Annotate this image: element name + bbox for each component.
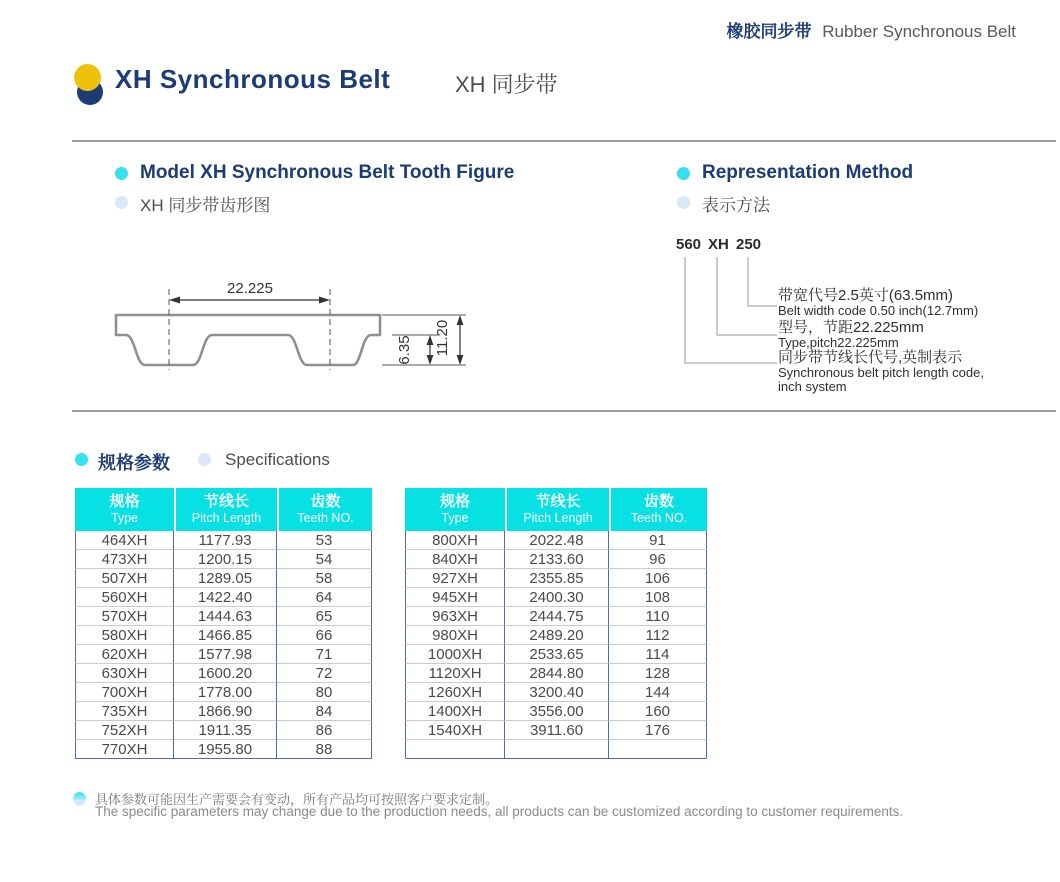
- table-cell: 58: [277, 569, 372, 588]
- table-row: [75, 645, 372, 664]
- table-cell: 1177.93: [174, 531, 277, 550]
- connector-xh: [717, 257, 777, 335]
- note-type-pitch: [778, 320, 924, 350]
- spec-table-right: [405, 488, 707, 759]
- table-header-row: [405, 488, 707, 531]
- table-row: [405, 626, 707, 645]
- note-belt-width: [778, 288, 978, 318]
- table-header-row: [75, 488, 372, 531]
- logo-yellow-circle-icon: [74, 64, 101, 91]
- table-cell: 2400.30: [505, 588, 609, 607]
- table-row: [75, 683, 372, 702]
- table-cell: 66: [277, 626, 372, 645]
- table-cell: 2444.75: [505, 607, 609, 626]
- bullet-light-icon: [198, 453, 211, 466]
- table-row: [75, 588, 372, 607]
- table-cell: 1422.40: [174, 588, 277, 607]
- divider-top: [72, 140, 1056, 142]
- code-part-250: 250: [736, 236, 762, 253]
- table-row: [75, 740, 372, 759]
- table-cell: 2133.60: [505, 550, 609, 569]
- table-cell: 1778.00: [174, 683, 277, 702]
- bullet-light-icon: [677, 196, 690, 209]
- bullet-cyan-icon: [75, 453, 88, 466]
- tooth-figure-heading-en: Model XH Synchronous Belt Tooth Figure: [140, 162, 515, 183]
- table-cell: 700XH: [75, 683, 174, 702]
- table-cell: 770XH: [75, 740, 174, 759]
- table-cell: 464XH: [75, 531, 174, 550]
- arrowhead-left-icon: [169, 297, 180, 304]
- table-cell: 1289.05: [174, 569, 277, 588]
- table-cell: 980XH: [405, 626, 505, 645]
- arrowhead-down-icon: [427, 355, 434, 365]
- table-row: [75, 569, 372, 588]
- table-cell: 2533.65: [505, 645, 609, 664]
- table-cell: 1911.35: [174, 721, 277, 740]
- table-row: [75, 721, 372, 740]
- note-pitch-length-code-zh: 同步带节线长代号,英制表示: [778, 349, 963, 366]
- table-row: [405, 607, 707, 626]
- table-cell: 106: [609, 569, 707, 588]
- table-cell: 160: [609, 702, 707, 721]
- table-cell: [405, 740, 505, 759]
- col-header-teeth-no: 齿数 Teeth NO.: [609, 488, 707, 531]
- thickness-label: 11.20: [434, 319, 451, 357]
- arrowhead-up-icon: [457, 315, 464, 325]
- table-cell: 927XH: [405, 569, 505, 588]
- table-cell: 3911.60: [505, 721, 609, 740]
- table-row: [75, 550, 372, 569]
- pitch-dimension-label: 22.225: [227, 280, 273, 297]
- table-cell: 963XH: [405, 607, 505, 626]
- table-cell: 65: [277, 607, 372, 626]
- table-cell: 507XH: [75, 569, 174, 588]
- representation-heading-en: Representation Method: [702, 162, 914, 183]
- table-row: [75, 531, 372, 550]
- tooth-height-label: 6.35: [396, 335, 413, 365]
- table-cell: 580XH: [75, 626, 174, 645]
- table-cell: 1866.90: [174, 702, 277, 721]
- table-cell: 54: [277, 550, 372, 569]
- note-pitch-length-code-en: Synchronous belt pitch length code,: [778, 365, 984, 380]
- table-row: [75, 607, 372, 626]
- bullet-cyan-icon: [115, 167, 128, 180]
- table-row: [405, 740, 707, 759]
- table-row: [405, 550, 707, 569]
- table-cell: 1120XH: [405, 664, 505, 683]
- corner-tag: [727, 17, 1016, 42]
- representation-diagram: [660, 233, 1050, 403]
- arrowhead-down-icon: [457, 355, 464, 365]
- col-header-pitch-length: 节线长 Pitch Length: [505, 488, 609, 531]
- table-row: [405, 588, 707, 607]
- divider-middle: [72, 410, 1056, 412]
- table-cell: 114: [609, 645, 707, 664]
- footer-note-zh: 具体参数可能因生产需要会有变动，所有产品均可按照客户要求定制。: [95, 792, 499, 807]
- bullet-cyan-icon: [677, 167, 690, 180]
- table-cell: 3200.40: [505, 683, 609, 702]
- bullet-gradient-icon: [73, 792, 86, 806]
- specs-heading-zh: 规格参数: [98, 453, 170, 473]
- table-cell: 84: [277, 702, 372, 721]
- footer-note-en: The specific parameters may change due to the production needs, all products can be customized according to customer requirements.: [95, 804, 904, 819]
- tooth-profile-figure: [100, 272, 490, 396]
- table-cell: 735XH: [75, 702, 174, 721]
- spec-table-right-body: [405, 531, 707, 759]
- connector-560: [685, 257, 777, 363]
- table-cell: 176: [609, 721, 707, 740]
- bullet-light-icon: [115, 196, 128, 209]
- page-title-zh: XH 同步带: [455, 72, 558, 97]
- table-cell: 80: [277, 683, 372, 702]
- note-pitch-length-code-en2: inch system: [778, 379, 847, 394]
- table-cell: 840XH: [405, 550, 505, 569]
- table-cell: 96: [609, 550, 707, 569]
- corner-tag-en: Rubber Synchronous Belt: [822, 22, 1016, 41]
- table-cell: 800XH: [405, 531, 505, 550]
- note-pitch-length-code: [778, 350, 984, 394]
- table-row: [405, 645, 707, 664]
- note-belt-width-en: Belt width code 0.50 inch(12.7mm): [778, 303, 979, 318]
- col-header-pitch-length: 节线长 Pitch Length: [174, 488, 277, 531]
- table-cell: 1200.15: [174, 550, 277, 569]
- table-cell: 1466.85: [174, 626, 277, 645]
- table-cell: 64: [277, 588, 372, 607]
- table-cell: 945XH: [405, 588, 505, 607]
- code-part-560: 560: [676, 236, 702, 253]
- table-cell: 88: [277, 740, 372, 759]
- note-belt-width-zh: 带宽代号2.5英寸(63.5mm): [778, 287, 954, 304]
- spec-table-left: [75, 488, 372, 759]
- table-row: [405, 721, 707, 740]
- arrowhead-right-icon: [319, 297, 330, 304]
- table-cell: 108: [609, 588, 707, 607]
- corner-tag-zh: 橡胶同步带: [726, 22, 812, 41]
- table-cell: 1400XH: [405, 702, 505, 721]
- table-cell: 630XH: [75, 664, 174, 683]
- belt-profile-outline: [116, 315, 380, 365]
- table-cell: 91: [609, 531, 707, 550]
- code-part-xh: XH: [708, 236, 729, 253]
- representation-heading-zh: 表示方法: [702, 196, 770, 215]
- table-cell: 128: [609, 664, 707, 683]
- table-cell: 473XH: [75, 550, 174, 569]
- table-cell: 1000XH: [405, 645, 505, 664]
- table-row: [405, 664, 707, 683]
- table-cell: 1444.63: [174, 607, 277, 626]
- spec-table-left-body: [75, 531, 372, 759]
- table-cell: 570XH: [75, 607, 174, 626]
- arrowhead-up-icon: [427, 335, 434, 345]
- table-row: [405, 683, 707, 702]
- table-row: [405, 702, 707, 721]
- col-header-type: 规格 Type: [75, 488, 174, 531]
- table-cell: 71: [277, 645, 372, 664]
- table-cell: 1577.98: [174, 645, 277, 664]
- table-cell: 620XH: [75, 645, 174, 664]
- table-row: [405, 531, 707, 550]
- connector-250: [748, 257, 777, 306]
- table-cell: 110: [609, 607, 707, 626]
- table-cell: 1260XH: [405, 683, 505, 702]
- table-cell: 112: [609, 626, 707, 645]
- note-type-pitch-zh: 型号，节距22.225mm: [778, 319, 924, 336]
- table-row: [75, 626, 372, 645]
- table-cell: [505, 740, 609, 759]
- col-header-teeth-no: 齿数 Teeth NO.: [277, 488, 372, 531]
- table-row: [75, 702, 372, 721]
- table-cell: 86: [277, 721, 372, 740]
- col-header-type: 规格 Type: [405, 488, 505, 531]
- table-cell: 2489.20: [505, 626, 609, 645]
- table-cell: 1600.20: [174, 664, 277, 683]
- table-cell: [609, 740, 707, 759]
- table-row: [75, 664, 372, 683]
- table-cell: 1955.80: [174, 740, 277, 759]
- note-type-pitch-en: Type,pitch22.225mm: [778, 335, 899, 350]
- table-cell: 3556.00: [505, 702, 609, 721]
- specs-heading-en: Specifications: [225, 450, 330, 469]
- table-cell: 560XH: [75, 588, 174, 607]
- table-row: [405, 569, 707, 588]
- page-title: XH Synchronous Belt: [115, 64, 391, 94]
- tooth-figure-heading-zh: XH 同步带齿形图: [140, 196, 271, 215]
- table-cell: 2355.85: [505, 569, 609, 588]
- table-cell: 2022.48: [505, 531, 609, 550]
- table-cell: 53: [277, 531, 372, 550]
- table-cell: 752XH: [75, 721, 174, 740]
- table-cell: 2844.80: [505, 664, 609, 683]
- table-cell: 72: [277, 664, 372, 683]
- table-cell: 144: [609, 683, 707, 702]
- table-cell: 1540XH: [405, 721, 505, 740]
